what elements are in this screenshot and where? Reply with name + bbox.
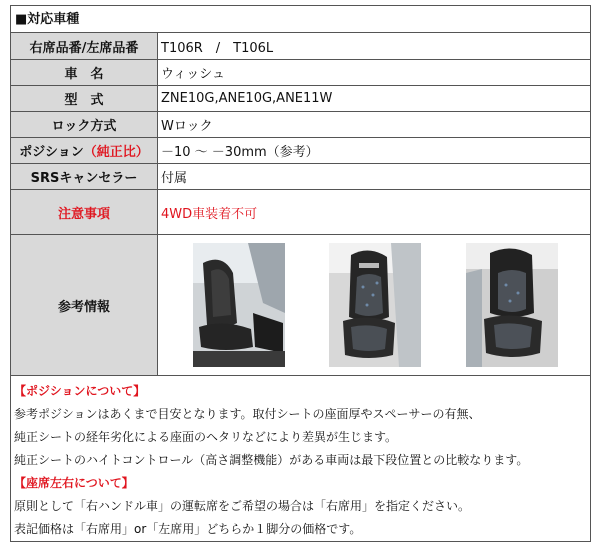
compatibility-table bbox=[10, 5, 591, 542]
value-part-number: T106R / T106L bbox=[161, 40, 274, 56]
label-part-number: 右席品番/左席品番 bbox=[11, 33, 158, 59]
label-position-main: ポジション bbox=[19, 145, 84, 160]
row-car-name bbox=[11, 60, 590, 86]
reference-photos bbox=[158, 235, 590, 375]
row-lock bbox=[11, 112, 590, 138]
label-caution: 注意事項 bbox=[11, 190, 158, 234]
value-lock: Wロック bbox=[161, 119, 213, 134]
row-position bbox=[11, 138, 590, 164]
row-part-number bbox=[11, 33, 590, 60]
row-caution bbox=[11, 190, 590, 235]
position-note-line: 純正シートのハイトコントロール（高さ調整機能）がある車両は最下段位置との比較なります。 bbox=[14, 453, 529, 467]
label-srs: SRSキャンセラー bbox=[11, 164, 158, 189]
row-model bbox=[11, 86, 590, 112]
position-note-line: 純正シートの経年劣化による座面のヘタリなどにより差異が生じます。 bbox=[14, 430, 398, 444]
label-position bbox=[11, 138, 158, 163]
value-model: ZNE10G,ANE10G,ANE11W bbox=[161, 91, 333, 106]
label-model bbox=[11, 86, 158, 111]
seat-photo-3 bbox=[466, 243, 558, 367]
label-lock: ロック方式 bbox=[11, 112, 158, 137]
seat-photo-2 bbox=[329, 243, 421, 367]
seat-side-notes-heading: 【座席左右について】 bbox=[14, 476, 134, 490]
row-reference bbox=[11, 235, 590, 376]
label-position-note: （純正比） bbox=[83, 145, 149, 160]
row-srs bbox=[11, 164, 590, 190]
label-reference: 参考情報 bbox=[11, 235, 158, 375]
notes-section bbox=[11, 376, 590, 541]
seat-side-note-line: 表記価格は「右席用」or「左席用」どちらか１脚分の価格です。 bbox=[14, 522, 362, 536]
position-note-line: 参考ポジションはあくまで目安となります。取付シートの座面厚やスペーサーの有無、 bbox=[14, 407, 481, 421]
value-caution: 4WD車装着不可 bbox=[161, 206, 258, 222]
label-car-name-text: 車 名 bbox=[64, 67, 104, 82]
label-car-name bbox=[11, 60, 158, 85]
seat-photo-1 bbox=[193, 243, 285, 367]
section-title: ■対応車種 bbox=[11, 6, 590, 33]
value-position: －10 ～ －30mm（参考） bbox=[161, 145, 319, 160]
value-srs: 付属 bbox=[161, 171, 188, 186]
label-model-text: 型 式 bbox=[64, 93, 104, 108]
value-car-name: ウィッシュ bbox=[161, 67, 225, 82]
position-notes-heading: 【ポジションについて】 bbox=[14, 384, 146, 398]
seat-side-note-line: 原則として「右ハンドル車」の運転席をご希望の場合は「右席用」を指定ください。 bbox=[14, 499, 471, 513]
